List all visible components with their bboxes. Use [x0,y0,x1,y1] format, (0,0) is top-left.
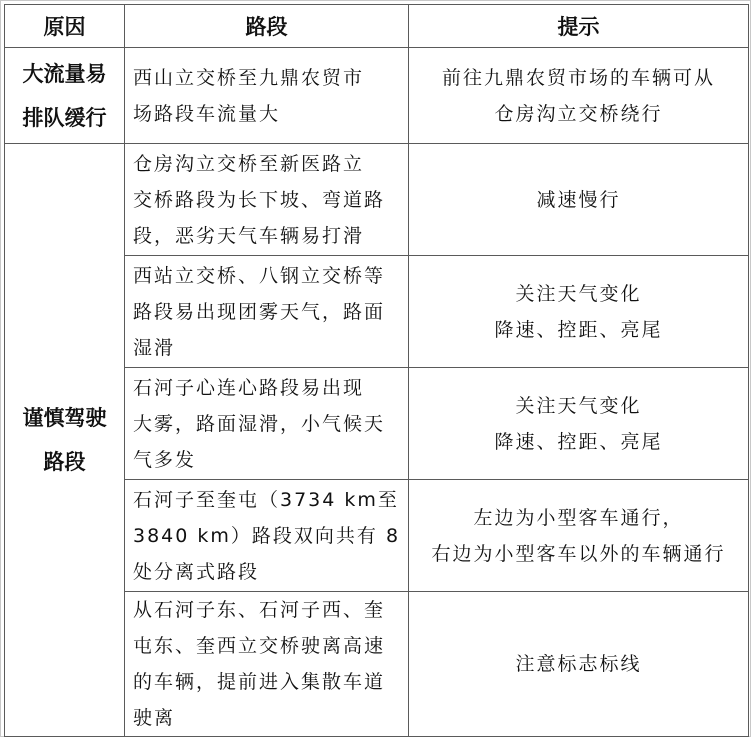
road-section-cell: 石河子心连心路段易出现 大雾，路面湿滑，小气候天 气多发 [125,368,409,480]
traffic-tips-table [4,4,749,737]
header-reason: 原因 [5,5,125,48]
header-tip: 提示 [409,5,749,48]
header-road-section: 路段 [125,5,409,48]
tip-cell: 减速慢行 [409,144,749,256]
road-section-cell: 西山立交桥至九鼎农贸市 场路段车流量大 [125,48,409,144]
tip-cell: 关注天气变化 降速、控距、亮尾 [409,368,749,480]
tip-cell: 注意标志标线 [409,592,749,737]
reason-careful-driving: 谨慎驾驶 路段 [5,144,125,737]
table-row [5,48,749,144]
tip-cell: 左边为小型客车通行， 右边为小型客车以外的车辆通行 [409,480,749,592]
reason-heavy-traffic: 大流量易 排队缓行 [5,48,125,144]
road-section-cell: 西站立交桥、八钢立交桥等 路段易出现团雾天气，路面 湿滑 [125,256,409,368]
road-section-cell: 仓房沟立交桥至新医路立 交桥路段为长下坡、弯道路 段，恶劣天气车辆易打滑 [125,144,409,256]
table-header-row [5,5,749,48]
table-row [5,144,749,256]
tip-cell: 关注天气变化 降速、控距、亮尾 [409,256,749,368]
road-section-cell: 从石河子东、石河子西、奎 屯东、奎西立交桥驶离高速 的车辆，提前进入集散车道 驶离 [125,592,409,737]
tip-cell: 前往九鼎农贸市场的车辆可从 仓房沟立交桥绕行 [409,48,749,144]
road-section-cell: 石河子至奎屯（3734 km至 3840 km）路段双向共有 8 处分离式路段 [125,480,409,592]
